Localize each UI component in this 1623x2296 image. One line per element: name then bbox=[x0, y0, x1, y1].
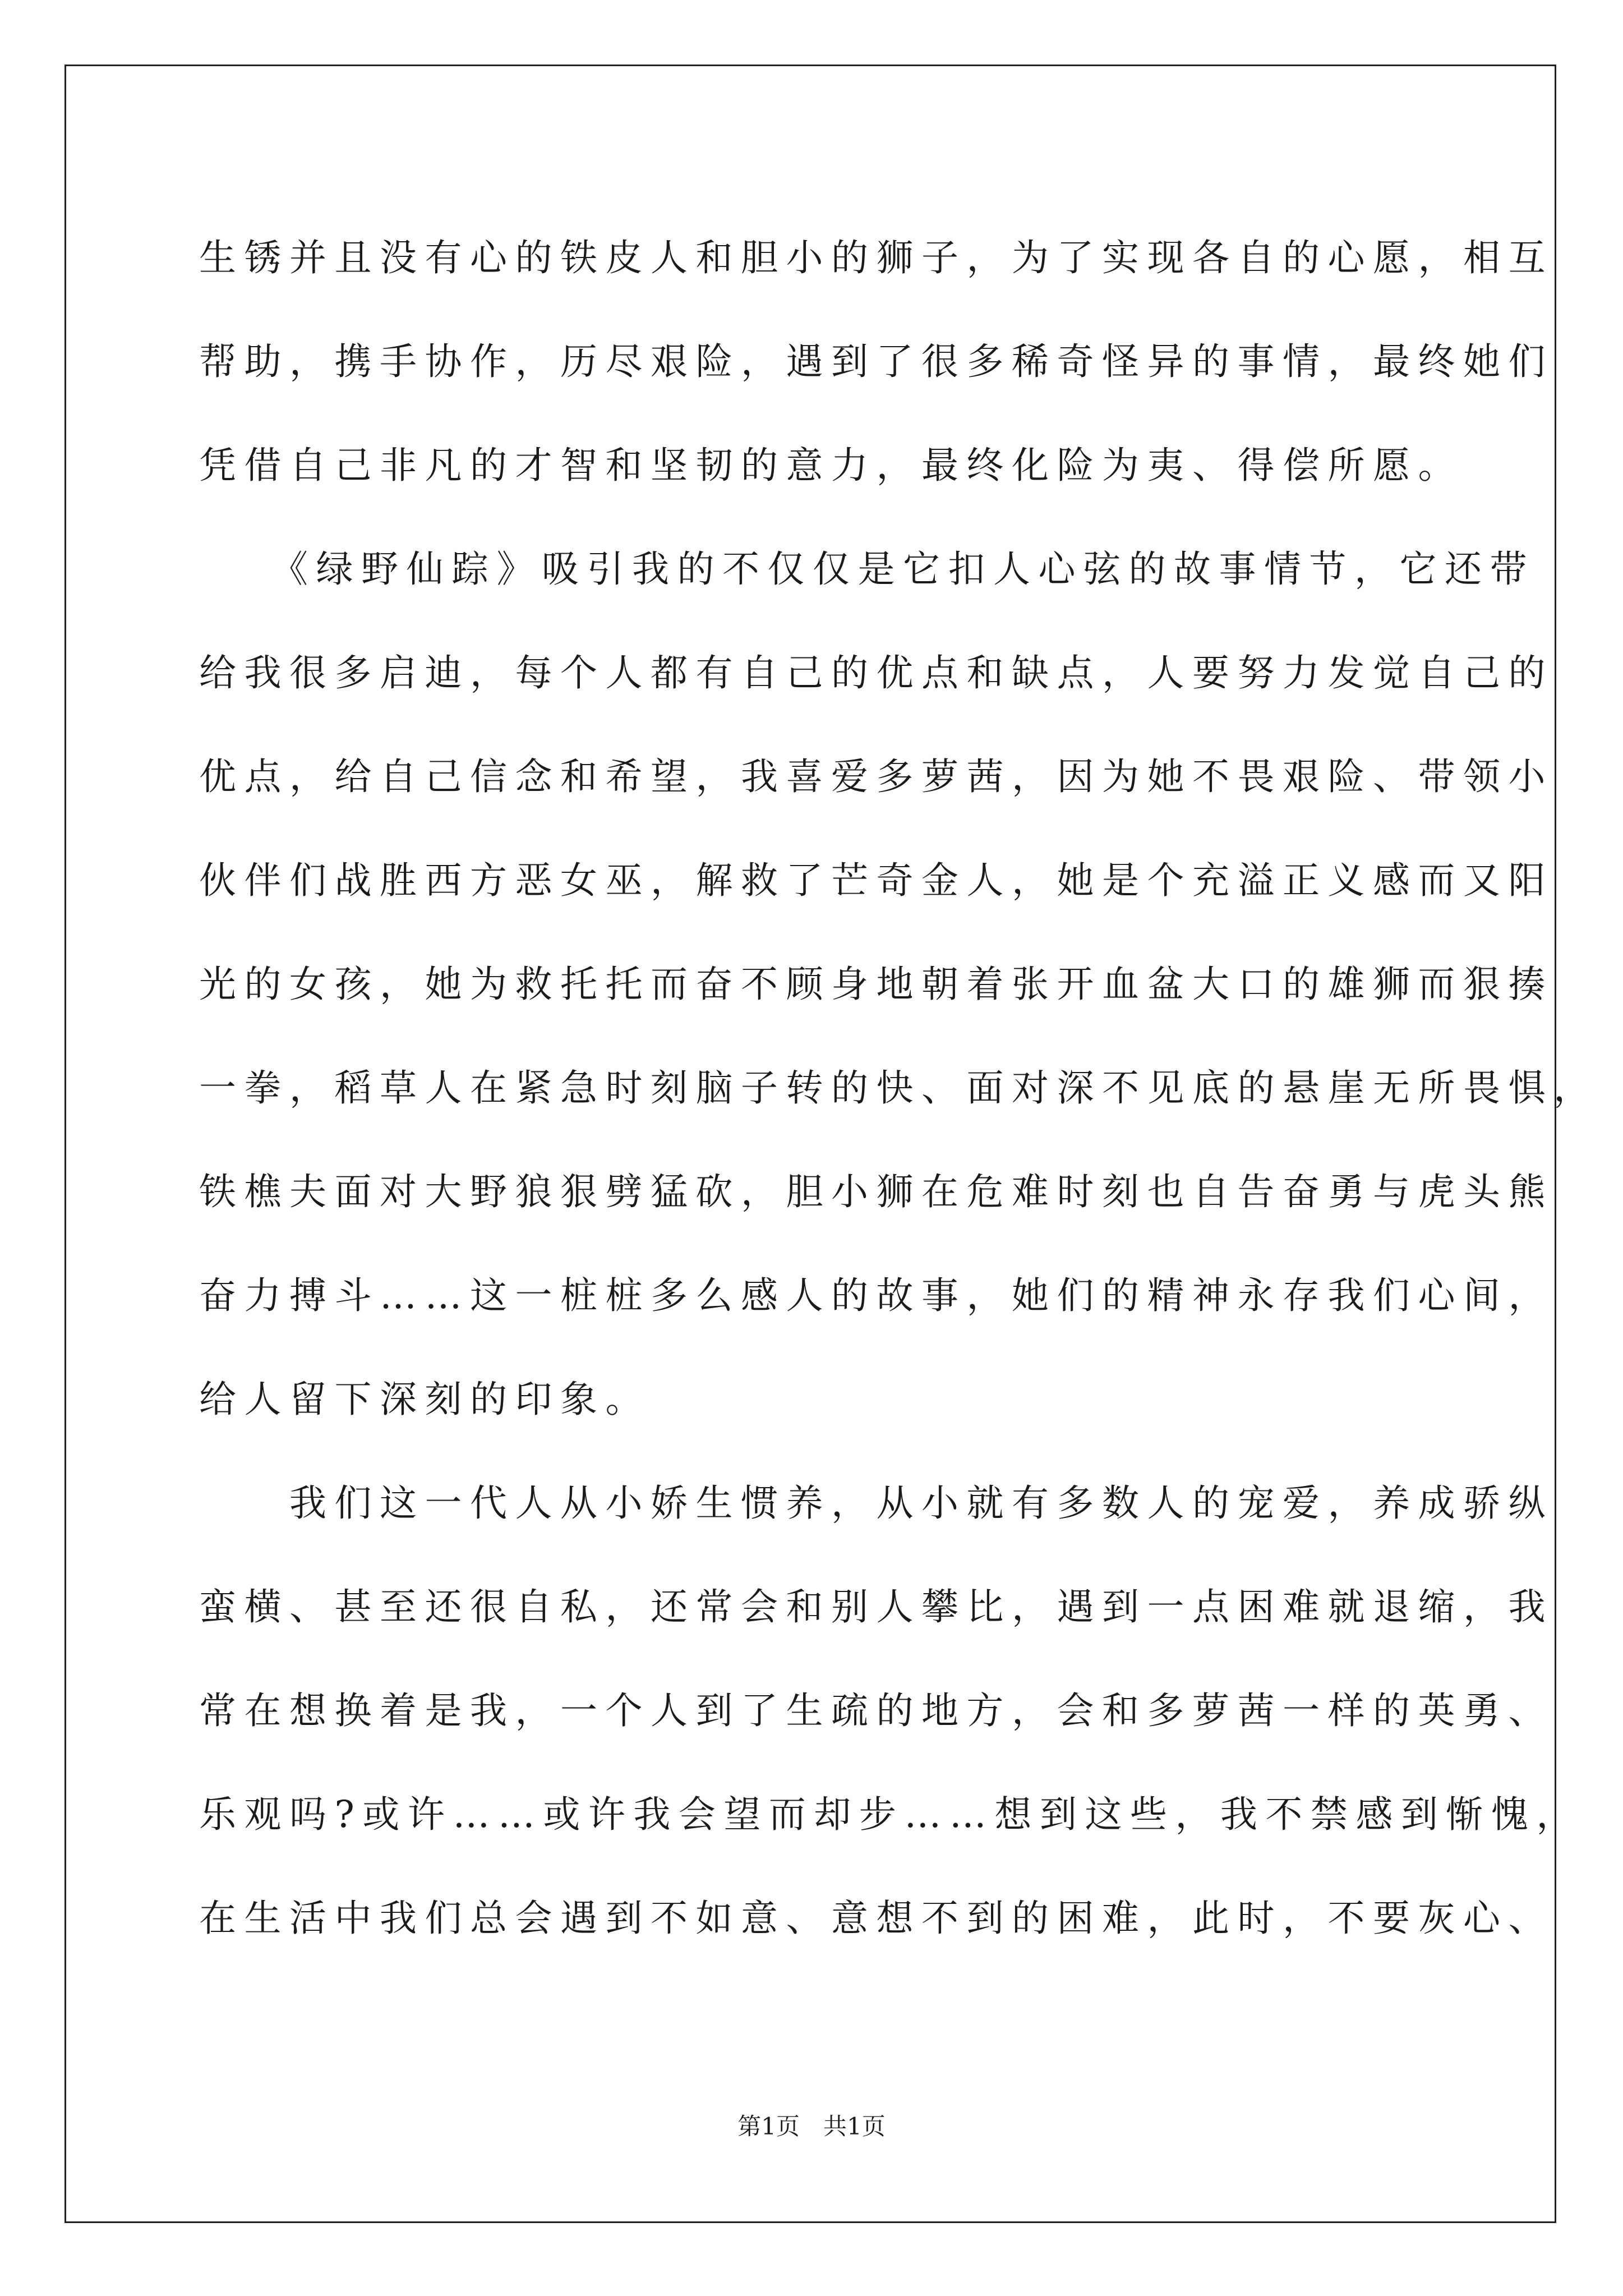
text-line: 一拳，稻草人在紧急时刻脑子转的快、面对深不见底的悬崖无所畏惧， bbox=[199, 1066, 1599, 1110]
text-line: 乐观吗?或许……或许我会望而却步……想到这些，我不禁感到惭愧， bbox=[199, 1793, 1581, 1836]
text-line: 给我很多启迪，每个人都有自己的优点和缺点，人要努力发觉自己的 bbox=[199, 651, 1553, 694]
text-line: 在生活中我们总会遇到不如意、意想不到的困难，此时，不要灰心、 bbox=[199, 1897, 1553, 1940]
text-line: 帮助，携手协作，历尽艰险，遇到了很多稀奇怪异的事情，最终她们 bbox=[199, 340, 1553, 383]
text-line: 生锈并且没有心的铁皮人和胆小的狮子，为了实现各自的心愿，相互 bbox=[199, 236, 1553, 279]
page-footer: 第1页 共1页 bbox=[737, 2113, 886, 2140]
text-line: 凭借自己非凡的才智和坚韧的意力，最终化险为夷、得偿所愿。 bbox=[199, 444, 1463, 487]
text-line: 常在想换着是我，一个人到了生疏的地方，会和多萝茜一样的英勇、 bbox=[199, 1689, 1553, 1732]
text-line: 奋力搏斗……这一桩桩多么感人的故事，她们的精神永存我们心间， bbox=[199, 1274, 1553, 1317]
text-line: 优点，给自己信念和希望，我喜爱多萝茜，因为她不畏艰险、带领小 bbox=[199, 755, 1553, 798]
text-line: 蛮横、甚至还很自私，还常会和别人攀比，遇到一点困难就退缩，我 bbox=[199, 1585, 1553, 1628]
text-line: 伙伴们战胜西方恶女巫，解救了芒奇金人，她是个充溢正义感而又阳 bbox=[199, 859, 1553, 902]
text-line: 我们这一代人从小娇生惯养，从小就有多数人的宠爱，养成骄纵 bbox=[199, 1481, 1553, 1525]
text-line: 铁樵夫面对大野狼狠劈猛砍，胆小狮在危难时刻也自告奋勇与虎头熊 bbox=[199, 1170, 1553, 1213]
text-line: 给人留下深刻的印象。 bbox=[199, 1378, 651, 1421]
text-line: 《绿野仙踪》吸引我的不仅仅是它扣人心弦的故事情节，它还带 bbox=[199, 547, 1535, 591]
text-line: 光的女孩，她为救托托而奋不顾身地朝着张开血盆大口的雄狮而狠揍 bbox=[199, 963, 1553, 1006]
